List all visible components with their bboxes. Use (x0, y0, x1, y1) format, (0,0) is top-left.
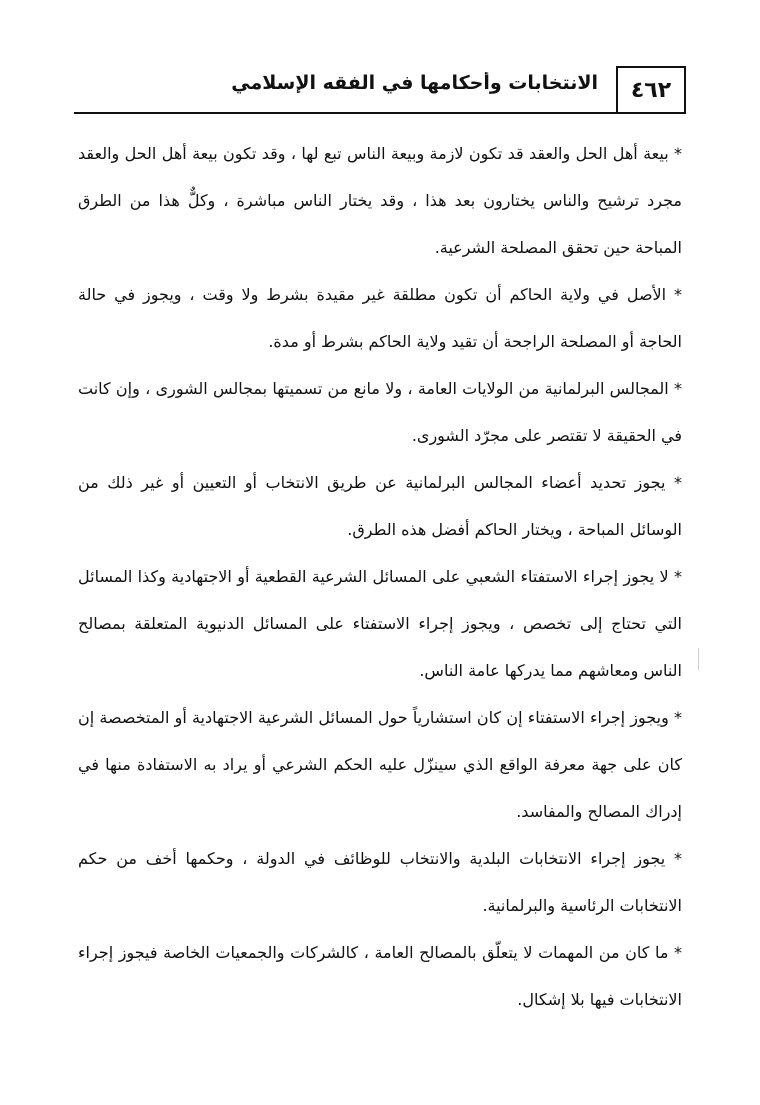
paragraph-5: * لا يجوز إجراء الاستفتاء الشعبي على المسائل الشرعية القطعية أو الاجتهادية وكذا المسائل التي تحتاج إلى تخصص ، ويجوز إجراء الاستفتاء على المسائل الدنيوية المتعلقة بمصالح الناس ومعاشهم مما يدركها عامة الناس. (78, 567, 682, 680)
body-text (78, 130, 682, 1023)
paragraph-7: * يجوز إجراء الانتخابات البلدية والانتخاب للوظائف في الدولة ، وحكمها أخف من حكم الانتخابات الرئاسية والبرلمانية. (78, 849, 682, 915)
paragraph-8: * ما كان من المهمات لا يتعلّق بالمصالح العامة ، كالشركات والجمعيات الخاصة فيجوز إجراء الانتخابات فيها بلا إشكال. (78, 943, 682, 1009)
paragraph-3: * المجالس البرلمانية من الولايات العامة ، ولا مانع من تسميتها بمجالس الشورى ، وإن كانت في الحقيقة لا تقتصر على مجرّد الشورى. (78, 379, 682, 445)
paragraph-2: * الأصل في ولاية الحاكم أن تكون مطلقة غير مقيدة بشرط ولا وقت ، ويجوز في حالة الحاجة أو المصلحة الراجحة أن تقيد ولاية الحاكم بشرط أو مدة. (78, 285, 682, 351)
page-number: ٤٦٢ (616, 66, 686, 112)
paragraph-6: * ويجوز إجراء الاستفتاء إن كان استشارياً حول المسائل الشرعية الاجتهادية أو المتخصصة إن كان على جهة معرفة الواقع الذي سينزّل عليه الحكم الشرعي أو يراد به الاستفادة منها في إدراك المصالح والمفاسد. (78, 708, 682, 821)
running-title: الانتخابات وأحكامها في الفقه الإسلامي (231, 72, 598, 94)
paragraph-4: * يجوز تحديد أعضاء المجالس البرلمانية عن طريق الانتخاب أو التعيين أو غير ذلك من الوسائل المباحة ، ويختار الحاكم أفضل هذه الطرق. (78, 473, 682, 539)
page-header (74, 66, 686, 116)
header-rule (74, 112, 686, 114)
paragraph-1: * بيعة أهل الحل والعقد قد تكون لازمة وبيعة الناس تبع لها ، وقد تكون بيعة أهل الحل والعقد مجرد ترشيح والناس يختارون بعد هذا ، وقد يختار الناس مباشرة ، وكلٌّ هذا من الطرق المباحة حين تحقق المصلحة الشرعية. (78, 144, 682, 257)
scan-margin-mark (698, 648, 699, 670)
